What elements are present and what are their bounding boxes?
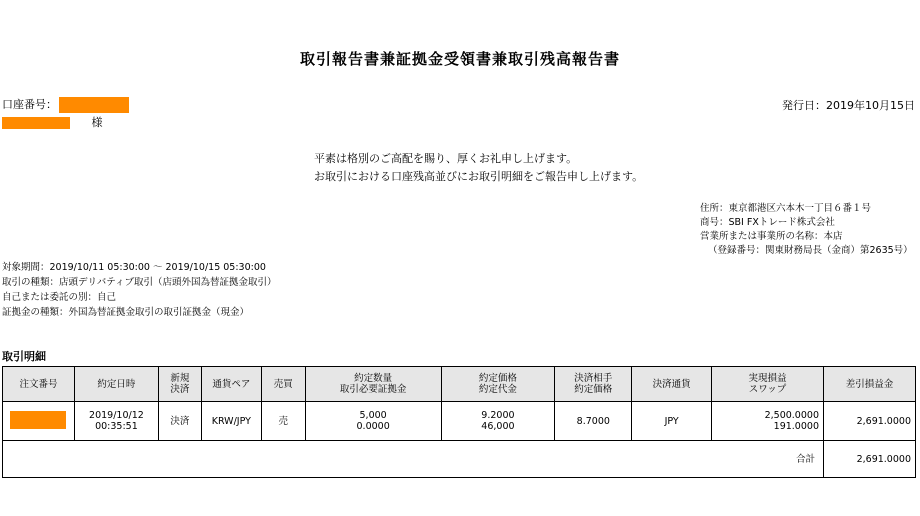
cell-price: 9.2000 46,000 bbox=[441, 402, 555, 441]
cell-pnl: 2,500.0000 191.0000 bbox=[712, 402, 824, 441]
company-name: 商号：SBI FXトレード株式会社 bbox=[700, 217, 835, 228]
customer-name bbox=[2, 114, 103, 130]
order-number-redaction bbox=[10, 411, 66, 429]
greeting-line: 平素は格別のご高配を賜り、厚くお礼申し上げます。 bbox=[314, 152, 578, 165]
cell-net: 2,691.0000 bbox=[824, 402, 916, 441]
header-trade-datetime: 約定日時 bbox=[74, 367, 158, 402]
customer-name-redaction bbox=[2, 117, 70, 129]
margin-type: 証拠金の種類：外国為替証拠金取引の取引証拠金（現金） bbox=[2, 307, 250, 318]
honorific: 様 bbox=[91, 116, 103, 129]
account-label: 口座番号： bbox=[2, 98, 57, 111]
header-open-close: 新規 決済 bbox=[158, 367, 201, 402]
company-address: 住所：東京都港区六本木一丁目６番１号 bbox=[700, 203, 872, 214]
cell-quantity: 5,000 0.0000 bbox=[305, 402, 441, 441]
principal-type: 自己または委託の別：自己 bbox=[2, 292, 117, 303]
company-office: 営業所または事業所の名称：本店 bbox=[700, 231, 843, 242]
header-currency-pair: 通貨ペア bbox=[201, 367, 261, 402]
total-label: 合計 bbox=[3, 441, 824, 478]
total-value: 2,691.0000 bbox=[824, 441, 916, 478]
header-settle-price: 決済相手 約定価格 bbox=[555, 367, 632, 402]
account-number bbox=[2, 96, 129, 113]
header-side: 売買 bbox=[261, 367, 305, 402]
cell-open-close: 決済 bbox=[158, 402, 201, 441]
table-header-row bbox=[3, 367, 916, 402]
cell-side: 売 bbox=[261, 402, 305, 441]
header-pnl: 実現損益 スワップ bbox=[712, 367, 824, 402]
company-registration: （登録番号：関東財務局長（金商）第2635号） bbox=[708, 245, 913, 256]
trade-table bbox=[2, 366, 916, 478]
table-total-row bbox=[3, 441, 916, 478]
header-net: 差引損益金 bbox=[824, 367, 916, 402]
cell-currency-pair: KRW/JPY bbox=[201, 402, 261, 441]
issue-date: 発行日：2019年10月15日 bbox=[782, 99, 915, 112]
header-settle-currency: 決済通貨 bbox=[632, 367, 712, 402]
header-quantity: 約定数量 取引必要証拠金 bbox=[305, 367, 441, 402]
header-order-number: 注文番号 bbox=[3, 367, 75, 402]
trade-type: 取引の種類：店頭デリバティブ取引（店頭外国為替証拠金取引） bbox=[2, 277, 277, 288]
section-title: 取引明細 bbox=[2, 350, 46, 363]
document-title: 取引報告書兼証拠金受領書兼取引残高報告書 bbox=[299, 50, 620, 68]
table-row bbox=[3, 402, 916, 441]
trade-details bbox=[2, 260, 276, 320]
target-period: 対象期間：2019/10/11 05:30:00 ～ 2019/10/15 05:30:00 bbox=[2, 262, 266, 273]
account-number-redaction bbox=[59, 97, 129, 113]
header-price: 約定価格 約定代金 bbox=[441, 367, 555, 402]
cell-settle-currency: JPY bbox=[632, 402, 712, 441]
greeting-line: お取引における口座残高並びにお取引明細をご報告申し上げます。 bbox=[314, 170, 644, 183]
cell-trade-datetime: 2019/10/12 00:35:51 bbox=[74, 402, 158, 441]
cell-settle-price: 8.7000 bbox=[555, 402, 632, 441]
greeting bbox=[314, 150, 643, 186]
cell-order-number bbox=[3, 402, 75, 441]
company-info bbox=[700, 202, 913, 258]
